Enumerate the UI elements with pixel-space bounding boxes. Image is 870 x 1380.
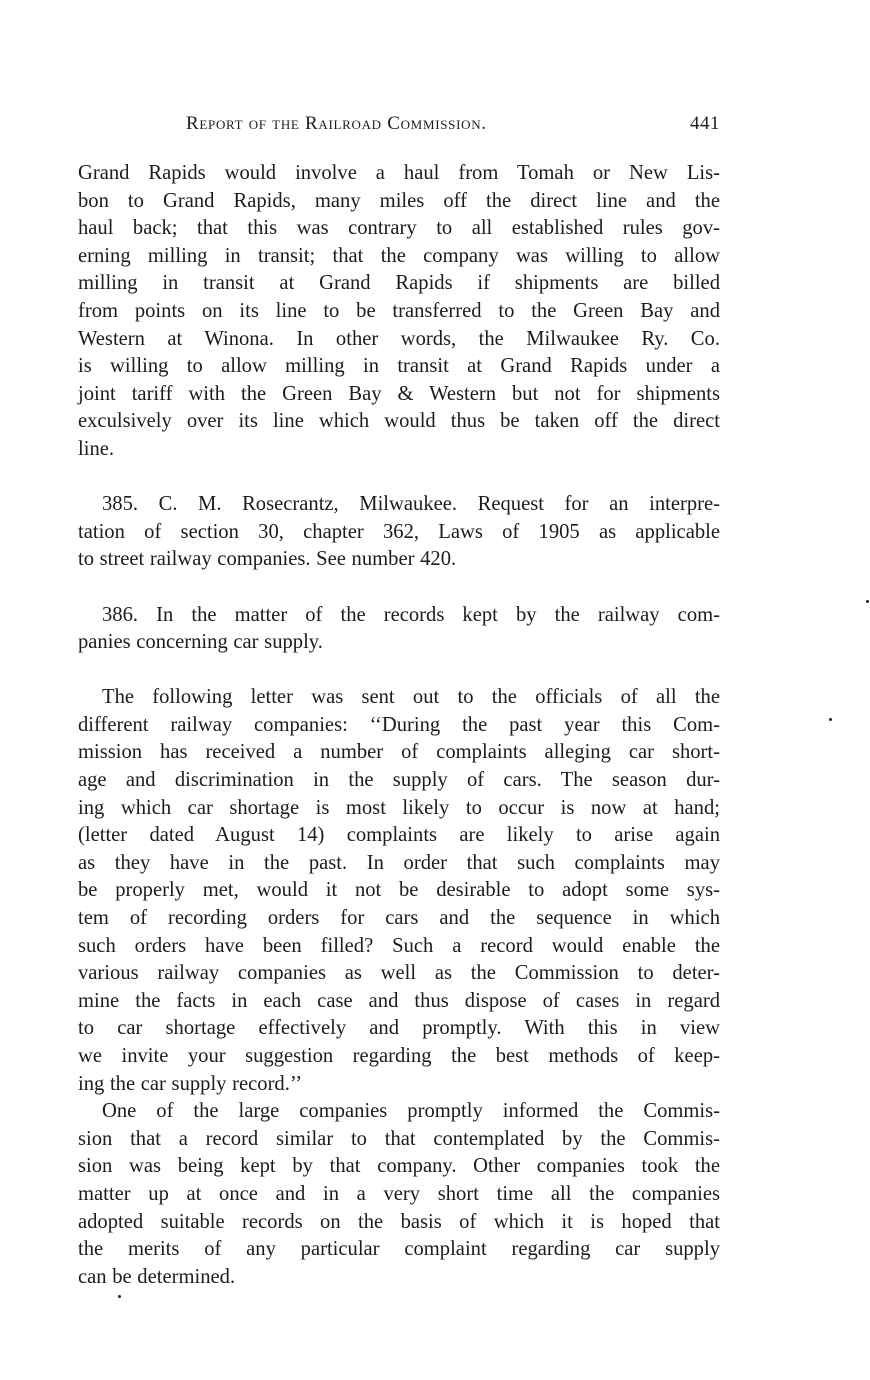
text-line: tation of section 30, chapter 362, Laws of 1905 as applicable [78,520,720,543]
text-line: One of the large companies promptly informed the Commis- [102,1100,720,1123]
text-line: Western at Winona. In other words, the Milwaukee Ry. Co. [78,327,720,350]
text-line: to street railway companies. See number 420. [78,548,457,571]
text-line: exculsively over its line which would thus be taken off the direct [78,410,720,433]
text-line: sion was being kept by that company. Other companies took the [78,1155,720,1178]
running-head [186,113,720,143]
running-title: Report of the Railroad Commission. [186,113,487,134]
text-line: panies concerning car supply. [78,631,323,654]
text-line: age and discrimination in the supply of cars. The season dur- [78,769,720,792]
text-line: we invite your suggestion regarding the best methods of keep- [78,1045,720,1067]
text-line: (letter dated August 14) complaints are likely to arise again [78,824,720,847]
paragraph-outcome [78,1098,720,1291]
text-line: such orders have been filled? Such a record would enable the [78,934,720,957]
text-line: ing which car shortage is most likely to occur is now at hand; [78,796,720,819]
scan-speck [866,600,869,603]
text-line: erning milling in transit; that the company was willing to allow [78,244,720,267]
text-line: different railway companies: ‘‘During the past year this Com- [78,713,720,736]
text-line: line. [78,437,115,460]
text-line: various railway companies as well as the Commission to deter- [78,962,720,985]
text-line: from points on its line to be transferred to the Green Bay and [78,299,720,322]
text-line: to car shortage effectively and promptly. With this in view [78,1017,720,1040]
text-line: mine the facts in each case and thus dispose of cases in regard [78,989,720,1012]
text-line: tem of recording orders for cars and the sequence in which [78,907,720,930]
text-line: adopted suitable records on the basis of which it is hoped that [78,1210,720,1233]
text-line: be properly met, would it not be desirable to adopt some sys- [78,879,720,902]
text-line: sion that a record similar to that contemplated by the Commis- [78,1127,720,1150]
page-number: 441 [690,113,720,134]
text-line: the merits of any particular complaint regarding car supply [78,1238,720,1261]
text-line: matter up at once and in a very short time all the companies [78,1182,720,1205]
text-line: 385. C. M. Rosecrantz, Milwaukee. Request for an interpre- [102,493,720,516]
scan-speck [829,718,832,721]
text-line: 386. In the matter of the records kept by the railway com- [102,603,720,626]
body-text [78,160,720,1291]
text-line: as they have in the past. In order that such complaints may [78,851,720,874]
text-line: ing the car supply record.’’ [78,1072,303,1095]
text-line: joint tariff with the Green Bay & Western but not for shipments [78,382,720,405]
paragraph-item-386 [78,602,720,657]
text-line: mission has received a number of complaints alleging car short- [78,741,720,764]
text-line: milling in transit at Grand Rapids if shipments are billed [78,272,720,295]
paragraph-item-385 [78,491,720,574]
text-line: bon to Grand Rapids, many miles off the direct line and the [78,189,720,212]
scan-speck [118,1295,121,1298]
text-line: can be determined. [78,1265,236,1288]
text-line: haul back; that this was contrary to all established rules gov- [78,217,720,240]
text-line: is willing to allow milling in transit at Grand Rapids under a [78,355,720,378]
paragraph-letter [78,684,720,1098]
text-line: Grand Rapids would involve a haul from Tomah or New Lis- [78,162,720,184]
paragraph-continuation [78,160,720,464]
text-line: The following letter was sent out to the officials of all the [102,686,720,709]
